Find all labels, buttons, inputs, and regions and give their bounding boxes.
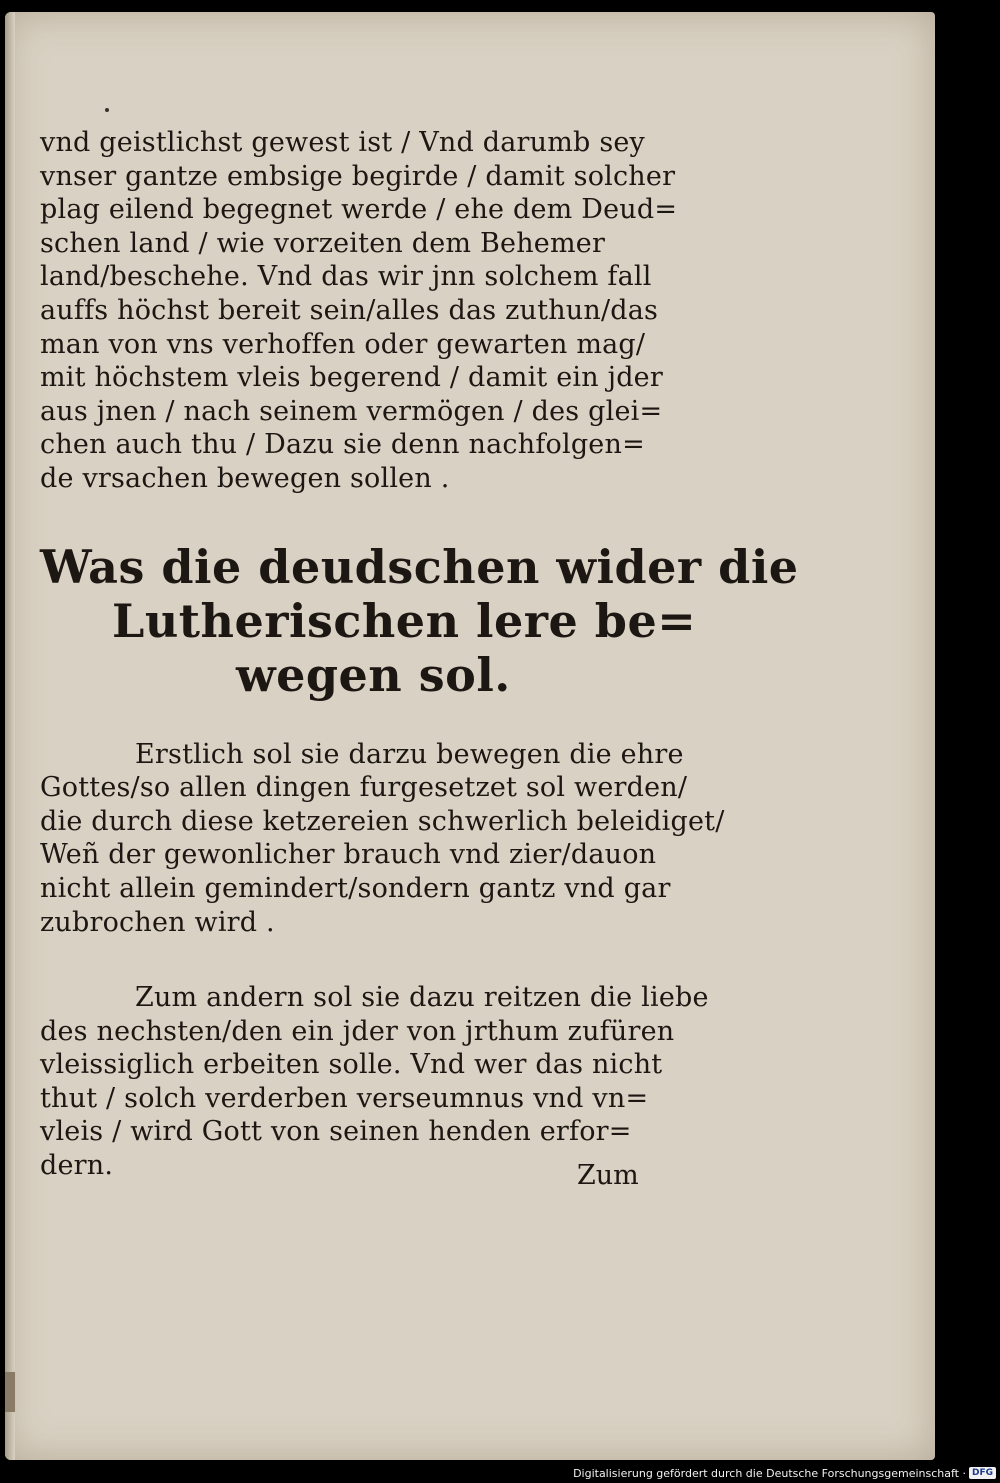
text-block [40, 126, 799, 1183]
text-line: zubrochen wird . [40, 906, 275, 938]
ink-dot [105, 108, 109, 112]
text-line: auffs höchst bereit sein/alles das zuthun/das [40, 294, 659, 326]
page-stain [5, 1372, 15, 1412]
text-line: aus jnen / nach seinem vermögen / des glei= [40, 395, 663, 427]
text-line: vleissiglich erbeiten solle. Vnd wer das nicht [40, 1049, 663, 1081]
text-line: des nechsten/den ein jder von jrthum zufüren [40, 1015, 675, 1047]
section-gap [40, 702, 680, 738]
text-line: Erstlich sol sie darzu bewegen die ehre [135, 738, 684, 770]
footer-credit: Digitalisierung gefördert durch die Deutsche Forschungsgemeinschaft · [573, 1466, 966, 1480]
text-line: Weñ der gewonlicher brauch vnd zier/dauon [40, 839, 657, 871]
footer-bar [573, 1463, 1000, 1483]
page-edge [5, 12, 15, 1460]
section-gap [40, 496, 680, 540]
catchword: Zum [577, 1160, 639, 1191]
text-line: vleis / wird Gott von seinen henden erfor= [40, 1116, 632, 1148]
paragraph-1 [40, 126, 680, 496]
text-line: plag eilend begegnet werde / ehe dem Deud= [40, 194, 678, 226]
text-line: mit höchstem vleis begerend / damit ein jder [40, 362, 663, 394]
heading-line: Lutherischen lere be= [112, 593, 697, 648]
paragraph-2 [40, 738, 725, 940]
text-line: die durch diese ketzereien schwerlich beleidiget/ [40, 805, 725, 837]
paragraph-gap [40, 939, 680, 981]
paragraph-3 [40, 981, 709, 1183]
text-line: Gottes/so allen dingen furgesetzet sol werden/ [40, 772, 688, 804]
text-line: man von vns verhoffen oder gewarten mag/ [40, 328, 646, 360]
text-line: vnd geistlichst gewest ist / Vnd darumb sey [40, 127, 646, 158]
text-line: chen auch thu / Dazu sie denn nachfolgen= [40, 429, 645, 461]
text-line: thut / solch verderben verseumnus vnd vn= [40, 1082, 649, 1114]
text-line: vnser gantze embsige begirde / damit solcher [40, 160, 676, 192]
heading-line: wegen sol. [236, 647, 511, 702]
text-line: Zum andern sol sie dazu reitzen die liebe [135, 982, 709, 1014]
text-line: schen land / wie vorzeiten dem Behemer [40, 227, 606, 259]
text-line: dern. [40, 1150, 114, 1182]
section-heading [40, 539, 799, 702]
heading-line: Was die deudschen wider die [40, 539, 799, 594]
dfg-logo-icon: DFG [969, 1467, 996, 1479]
text-line: de vrsachen bewegen sollen . [40, 462, 450, 494]
text-line: nicht allein gemindert/sondern gantz vnd gar [40, 872, 671, 904]
text-line: land/beschehe. Vnd das wir jnn solchem fall [40, 261, 652, 293]
